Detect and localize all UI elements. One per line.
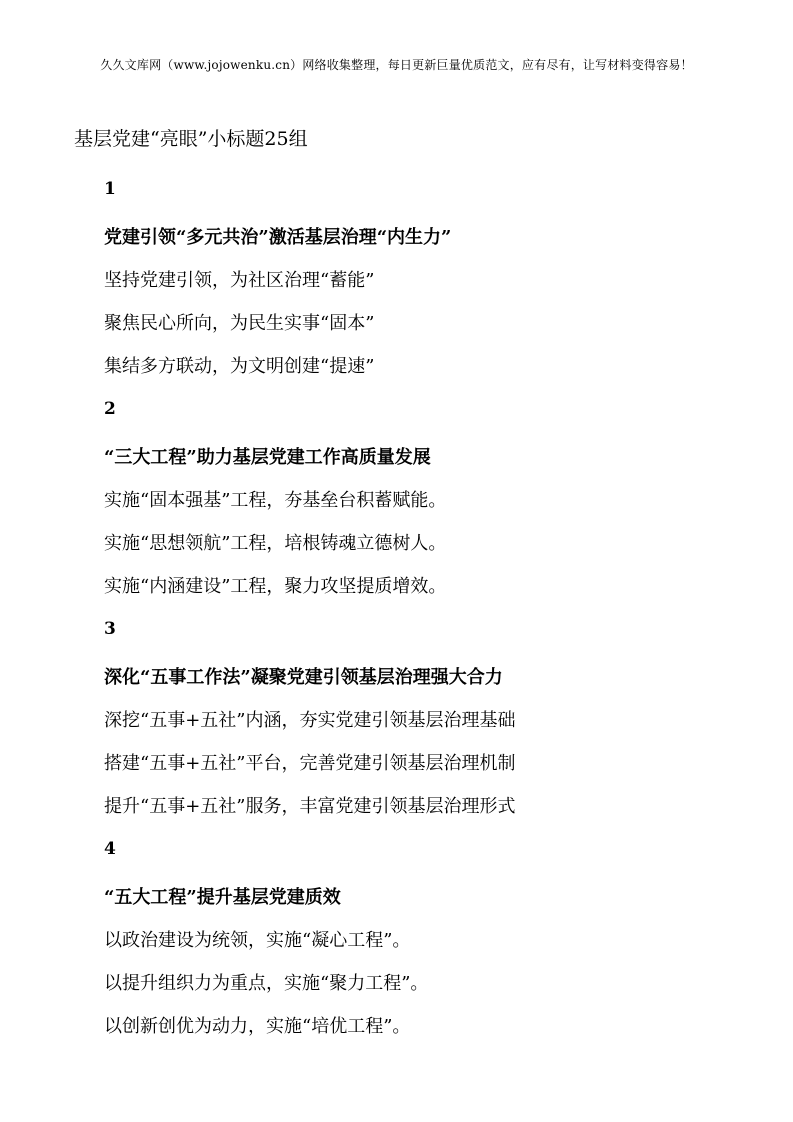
section-line: 以政治建设为统领，实施“凝心工程”。	[104, 930, 411, 951]
section-number: 4	[104, 839, 116, 859]
page-header-notice: 久久文库网（www.jojowenku.cn）网络收集整理，每日更新巨量优质范文，应有尽有，让写材料变得容易！	[100, 58, 693, 72]
section-heading: 党建引领“多元共治”激活基层治理“内生力”	[104, 227, 452, 248]
section-line: 坚持党建引领，为社区治理“蓄能”	[104, 270, 375, 291]
section	[104, 178, 764, 379]
section-line: 聚焦民心所向，为民生实事“固本”	[104, 313, 375, 334]
section-line: 集结多方联动，为文明创建“提速”	[104, 356, 375, 377]
document-body	[104, 178, 764, 1058]
section-heading: “五大工程”提升基层党建质效	[104, 887, 341, 908]
section-heading: “三大工程”助力基层党建工作高质量发展	[104, 447, 431, 468]
section	[104, 838, 764, 1039]
section-line: 深挖“五事+五社”内涵，夯实党建引领基层治理基础	[104, 710, 516, 731]
section-line: 提升“五事+五社”服务，丰富党建引领基层治理形式	[104, 796, 516, 817]
section	[104, 618, 764, 819]
section-number: 3	[104, 619, 116, 639]
section-line: 以提升组织力为重点，实施“聚力工程”。	[104, 973, 429, 994]
section-line: 搭建“五事+五社”平台，完善党建引领基层治理机制	[104, 753, 516, 774]
section	[104, 398, 764, 599]
section-line: 实施“思想领航”工程，培根铸魂立德树人。	[104, 533, 447, 554]
document-title: 基层党建“亮眼”小标题25组	[74, 128, 308, 150]
section-number: 2	[104, 399, 116, 419]
section-line: 实施“固本强基”工程，夯基垒台积蓄赋能。	[104, 490, 447, 511]
section-number: 1	[104, 179, 116, 199]
section-heading: 深化“五事工作法”凝聚党建引领基层治理强大合力	[104, 667, 503, 688]
section-line: 以创新创优为动力，实施“培优工程”。	[104, 1016, 411, 1037]
section-line: 实施“内涵建设”工程，聚力攻坚提质增效。	[104, 576, 447, 597]
